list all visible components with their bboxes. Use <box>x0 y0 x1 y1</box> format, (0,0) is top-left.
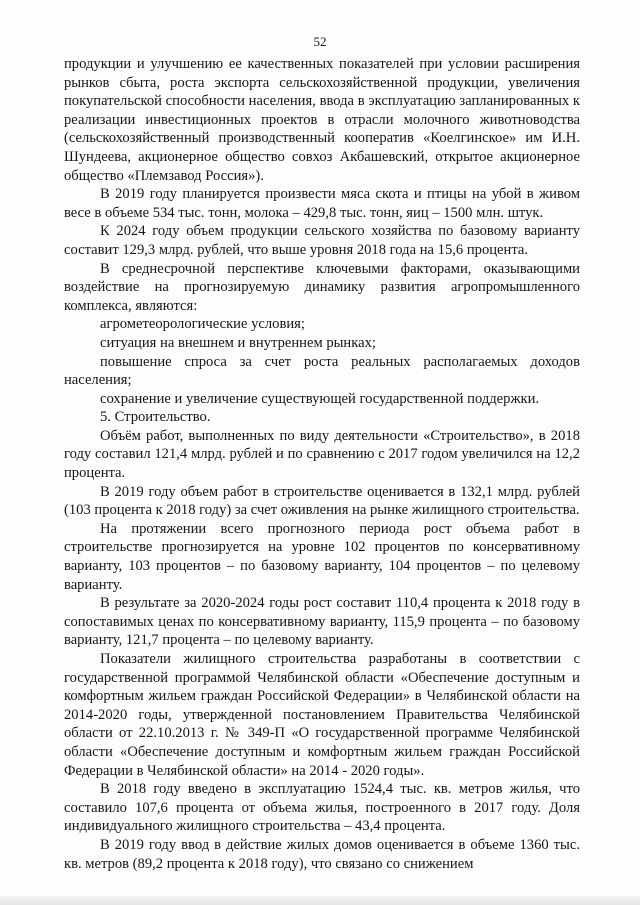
paragraph: К 2024 году объем продукции сельского хозяйства по базовому варианту составит 129,3 млрд. рублей, что выше уровня 2018 года на 15,6 процента. <box>64 223 580 258</box>
paragraph: продукции и улучшению ее качественных показателей при условии расширения рынков сбыта, роста экспорта сельскохозяйственной продукции, увеличения покупательской способности населения, ввода в эксплуатацию запланированных к реализации инвестиционных проектов в отрасли молочного животноводства (сельскохозяйственный производственный кооператив «Коелгинское» им И.Н. Шундеева, акционерное общество совхоз Акбашевский, открытое акционерное общество «Племзавод Россия»). <box>64 56 580 184</box>
paragraph: В 2019 году ввод в действие жилых домов оценивается в объеме 1360 тыс. кв. метров (89,2 процента к 2018 году), что связано со снижением <box>64 836 580 872</box>
paragraph: В результате за 2020-2024 годы рост составит 110,4 процента к 2018 году в сопоставимых ценах по консервативному варианту, 115,9 процента – по базовому варианту, 121,7 процента – по целевому варианту. <box>64 595 580 649</box>
section-heading: 5. Строительство. <box>100 409 211 426</box>
list-item: повышение спроса за счет роста реальных располагаемых доходов населения; <box>64 353 580 389</box>
paragraph: Показатели жилищного строительства разработаны в соответствии с государственной программой Челябинской области «Обеспечение доступным и комфортным жильем граждан Российской Федерации» в Челябинской области на 2014-2020 годы, утвержденной постановлением Правительства Челябинской области от 22.10.2013 г. № 349-П «О государственной программе Челябинской области «Обеспечение доступным и комфортным жильем граждан Российской Федерации в Челябинской области» на 2014 - 2020 годы». <box>64 651 580 779</box>
list-item: ситуация на внешнем и внутреннем рынках; <box>100 334 376 351</box>
list-item: сохранение и увеличение существующей государственной поддержки. <box>100 390 540 407</box>
paragraph: В 2019 году планируется произвести мяса скота и птицы на убой в живом весе в объеме 534 тыс. тонн, молока – 429,8 тыс. тонн, яиц – 1500 млн. штук. <box>64 186 580 221</box>
paragraph: Объём работ, выполненных по виду деятельности «Строительство», в 2018 году составил 121,4 млрд. рублей и по сравнению с 2017 годом увеличился на 12,2 процента. <box>64 427 580 482</box>
paragraph: На протяжении всего прогнозного периода рост объема работ в строительстве прогнозируется на уровне 102 процентов по консервативному варианту, 103 процентов – по базовому варианту, 104 процентов – по целевому варианту. <box>64 520 580 593</box>
paragraph: В 2019 году объем работ в строительстве оценивается в 132,1 млрд. рублей (103 процента к 2018 году) за счет оживления на рынке жилищного строительства. <box>64 483 580 519</box>
paragraph: В среднесрочной перспективе ключевыми факторами, оказывающими воздействие на прогнозируемую динамику развития агропромышленного комплекса, являются: <box>64 260 580 314</box>
list-item: агрометеорологические условия; <box>100 316 305 333</box>
paragraph: В 2018 году введено в эксплуатацию 1524,4 тыс. кв. метров жилья, что составило 107,6 процента от объема жилья, построенного в 2017 году. Доля индивидуального жилищного строительства – 43,4 процента. <box>64 781 580 835</box>
page-number: 52 <box>313 34 327 49</box>
page-bottom-edge <box>0 896 640 905</box>
document-body <box>64 55 580 873</box>
